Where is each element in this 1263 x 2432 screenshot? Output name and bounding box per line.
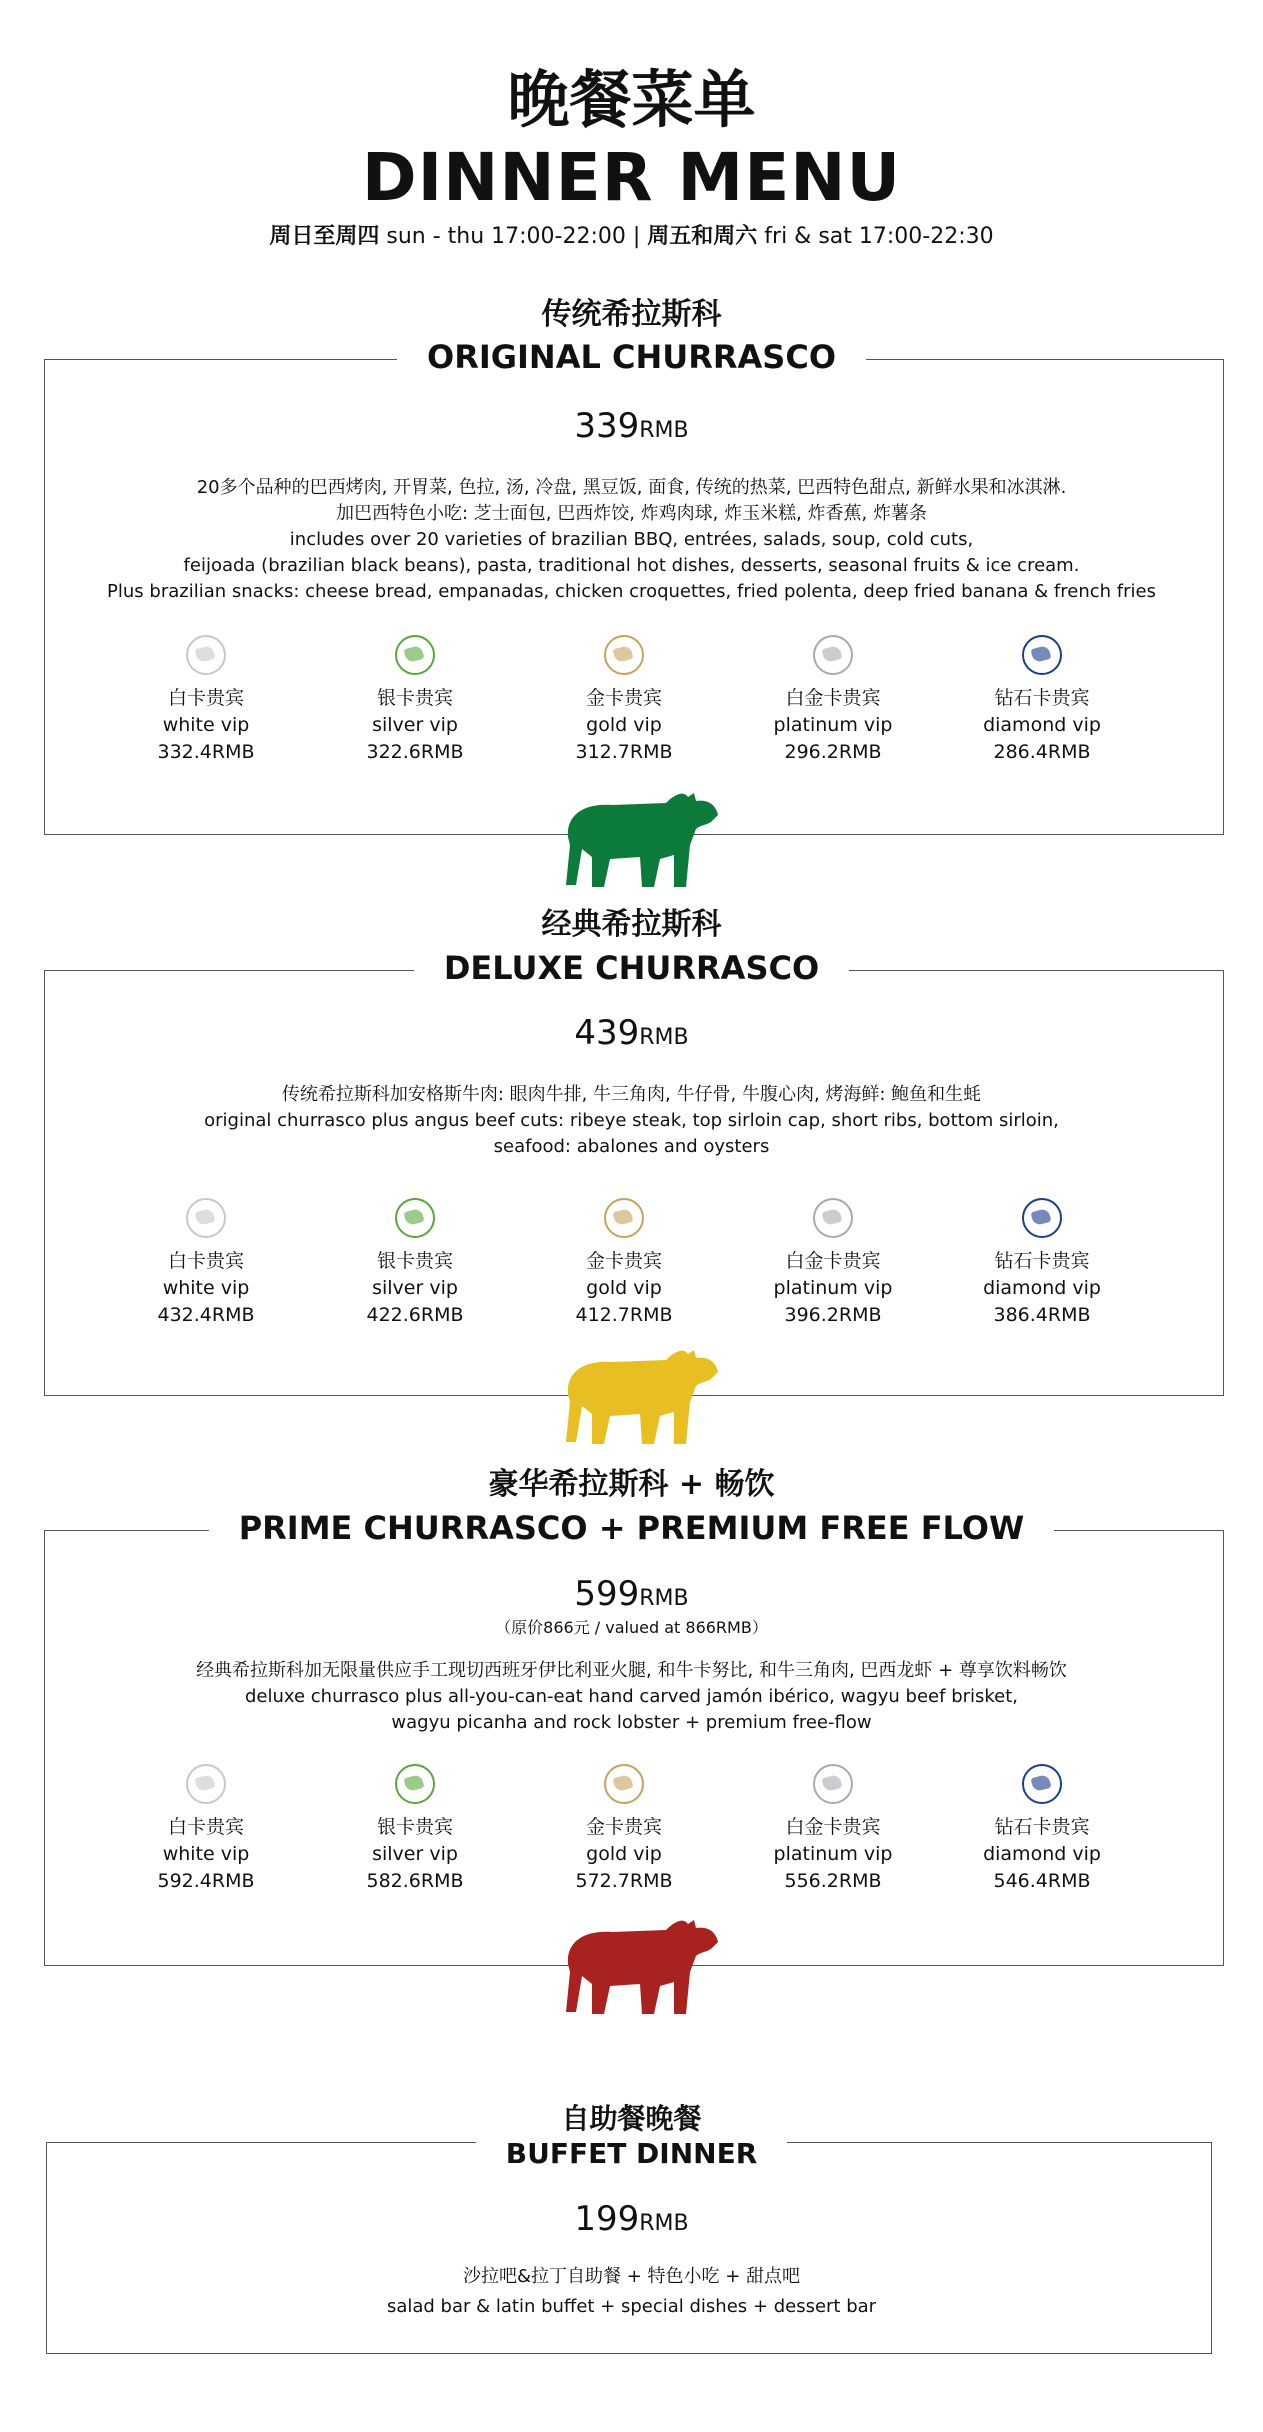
price-value: 599 bbox=[574, 1574, 640, 1614]
section-deluxe-title-en: DELUXE CHURRASCO bbox=[414, 948, 849, 988]
section-prime-title-en: PRIME CHURRASCO + PREMIUM FREE FLOW bbox=[209, 1508, 1055, 1548]
vip-label-en: platinum vip bbox=[773, 1277, 893, 1299]
white-vip-card-icon bbox=[186, 635, 226, 675]
desc-line: 沙拉吧&拉丁自助餐 + 特色小吃 + 甜点吧 bbox=[462, 2266, 801, 2287]
vip-price: 432.4RMB bbox=[157, 1304, 255, 1326]
vip-price: 312.7RMB bbox=[575, 741, 673, 763]
gold-vip-card-icon bbox=[604, 1198, 644, 1238]
vip-platinum bbox=[723, 1198, 943, 1329]
section-original-price bbox=[0, 405, 1263, 452]
diamond-vip-card-icon bbox=[1022, 1764, 1062, 1804]
section-buffet-title-cn: 自助餐晚餐 bbox=[561, 2102, 702, 2135]
section-prime-description bbox=[0, 1658, 1263, 1736]
section-buffet-title-en: BUFFET DINNER bbox=[476, 2137, 788, 2171]
price-currency: RMB bbox=[639, 1025, 689, 1050]
diamond-vip-card-icon bbox=[1022, 1198, 1062, 1238]
vip-label-cn: 白金卡贵宾 bbox=[785, 1250, 881, 1272]
desc-line: deluxe churrasco plus all-you-can-eat hand carved jamón ibérico, wagyu beef brisket, bbox=[244, 1686, 1019, 1707]
desc-line: 传统希拉斯科加安格斯牛肉: 眼肉牛排, 牛三角肉, 牛仔骨, 牛腹心肉, 烤海鲜: 鲍鱼和生蚝 bbox=[281, 1084, 982, 1105]
section-prime-price bbox=[0, 1573, 1263, 1620]
gold-vip-card-icon bbox=[604, 635, 644, 675]
vip-label-cn: 白金卡贵宾 bbox=[785, 687, 881, 709]
desc-line: original churrasco plus angus beef cuts: ribeye steak, top sirloin cap, short ribs, bottom sirloin, bbox=[204, 1110, 1059, 1131]
white-vip-card-icon bbox=[186, 1764, 226, 1804]
price-currency: RMB bbox=[639, 418, 689, 443]
section-buffet-price bbox=[0, 2198, 1263, 2245]
vip-label-en: white vip bbox=[162, 714, 250, 736]
vip-silver bbox=[305, 1764, 525, 1895]
price-value: 439 bbox=[574, 1013, 640, 1053]
vip-price: 296.2RMB bbox=[784, 741, 882, 763]
desc-line: 经典希拉斯科加无限量供应手工现切西班牙伊比利亚火腿, 和牛卡努比, 和牛三角肉, 巴西龙虾 + 尊享饮料畅饮 bbox=[196, 1660, 1067, 1681]
vip-diamond bbox=[932, 1198, 1152, 1329]
vip-white bbox=[96, 1198, 316, 1329]
vip-price: 322.6RMB bbox=[366, 741, 464, 763]
vip-label-en: diamond vip bbox=[983, 1277, 1101, 1299]
vip-label-en: gold vip bbox=[586, 1843, 662, 1865]
vip-label-en: platinum vip bbox=[773, 714, 893, 736]
desc-line: feijoada (brazilian black beans), pasta, traditional hot dishes, desserts, seasonal fruits & ice cream. bbox=[183, 555, 1080, 576]
desc-line: salad bar & latin buffet + special dishes + dessert bar bbox=[386, 2296, 877, 2317]
section-deluxe-description bbox=[0, 1082, 1263, 1160]
vip-price: 286.4RMB bbox=[993, 741, 1091, 763]
desc-line: Plus brazilian snacks: cheese bread, empanadas, chicken croquettes, fried polenta, deep fried banana & french fries bbox=[107, 581, 1156, 602]
vip-label-en: silver vip bbox=[372, 714, 458, 736]
vip-price: 572.7RMB bbox=[575, 1870, 673, 1892]
hours-en-1: sun - thu 17:00-22:00 | bbox=[379, 224, 648, 249]
title-chinese: 晚餐菜单 bbox=[507, 63, 756, 136]
vip-label-en: platinum vip bbox=[773, 1843, 893, 1865]
vip-label-en: gold vip bbox=[586, 1277, 662, 1299]
red-bull-icon bbox=[562, 1912, 722, 2017]
vip-price: 546.4RMB bbox=[993, 1870, 1091, 1892]
diamond-vip-card-icon bbox=[1022, 635, 1062, 675]
section-buffet-description bbox=[0, 2262, 1263, 2322]
desc-line: wagyu picanha and rock lobster + premium free-flow bbox=[391, 1712, 872, 1733]
section-deluxe-price bbox=[0, 1012, 1263, 1059]
vip-label-cn: 金卡贵宾 bbox=[585, 1250, 662, 1272]
vip-white bbox=[96, 1764, 316, 1895]
vip-price: 412.7RMB bbox=[575, 1304, 673, 1326]
vip-label-cn: 白金卡贵宾 bbox=[785, 1816, 881, 1838]
vip-price: 386.4RMB bbox=[993, 1304, 1091, 1326]
vip-label-cn: 钻石卡贵宾 bbox=[994, 1816, 1090, 1838]
vip-label-cn: 钻石卡贵宾 bbox=[994, 687, 1090, 709]
silver-vip-card-icon bbox=[395, 1198, 435, 1238]
vip-price: 592.4RMB bbox=[157, 1870, 255, 1892]
vip-diamond bbox=[932, 635, 1152, 766]
silver-vip-card-icon bbox=[395, 635, 435, 675]
platinum-vip-card-icon bbox=[813, 1764, 853, 1804]
section-original-title-wrap bbox=[0, 337, 1263, 377]
vip-price: 332.4RMB bbox=[157, 741, 255, 763]
yellow-bull-icon bbox=[562, 1342, 722, 1447]
section-original-title-en: ORIGINAL CHURRASCO bbox=[397, 337, 866, 377]
price-currency: RMB bbox=[639, 2211, 689, 2236]
vip-price: 396.2RMB bbox=[784, 1304, 882, 1326]
platinum-vip-card-icon bbox=[813, 1198, 853, 1238]
section-buffet-box bbox=[46, 2142, 1212, 2354]
section-original-title-cn: 传统希拉斯科 bbox=[541, 297, 722, 332]
section-prime-valued-note: （原价866元 / valued at 866RMB） bbox=[495, 1618, 768, 1637]
vip-price: 582.6RMB bbox=[366, 1870, 464, 1892]
vip-label-en: white vip bbox=[162, 1277, 250, 1299]
white-vip-card-icon bbox=[186, 1198, 226, 1238]
section-buffet-title-wrap bbox=[0, 2137, 1263, 2171]
vip-label-en: silver vip bbox=[372, 1843, 458, 1865]
vip-label-en: gold vip bbox=[586, 714, 662, 736]
vip-label-cn: 银卡贵宾 bbox=[376, 1816, 453, 1838]
vip-silver bbox=[305, 1198, 525, 1329]
vip-gold bbox=[514, 1198, 734, 1329]
desc-line: 20多个品种的巴西烤肉, 开胃菜, 色拉, 汤, 冷盘, 黑豆饭, 面食, 传统的热菜, 巴西特色甜点, 新鲜水果和冰淇淋. bbox=[196, 477, 1067, 498]
vip-platinum bbox=[723, 1764, 943, 1895]
desc-line: seafood: abalones and oysters bbox=[493, 1136, 770, 1157]
vip-label-cn: 银卡贵宾 bbox=[376, 1250, 453, 1272]
price-currency: RMB bbox=[639, 1586, 689, 1611]
vip-price: 556.2RMB bbox=[784, 1870, 882, 1892]
section-prime-title-cn: 豪华希拉斯科 + 畅饮 bbox=[488, 1467, 775, 1502]
vip-label-en: diamond vip bbox=[983, 1843, 1101, 1865]
vip-label-cn: 银卡贵宾 bbox=[376, 687, 453, 709]
vip-gold bbox=[514, 635, 734, 766]
gold-vip-card-icon bbox=[604, 1764, 644, 1804]
section-prime-title-wrap bbox=[0, 1508, 1263, 1548]
desc-line: includes over 20 varieties of brazilian BBQ, entrées, salads, soup, cold cuts, bbox=[289, 529, 974, 550]
hours-days-cn-2: 周五和周六 bbox=[647, 224, 758, 249]
desc-line: 加巴西特色小吃: 芝士面包, 巴西炸饺, 炸鸡肉球, 炸玉米糕, 炸香蕉, 炸薯条 bbox=[336, 503, 927, 524]
vip-diamond bbox=[932, 1764, 1152, 1895]
vip-label-cn: 白卡贵宾 bbox=[167, 687, 244, 709]
price-value: 339 bbox=[574, 406, 640, 446]
section-deluxe-title-wrap bbox=[0, 948, 1263, 988]
vip-gold bbox=[514, 1764, 734, 1895]
vip-label-cn: 白卡贵宾 bbox=[167, 1816, 244, 1838]
price-value: 199 bbox=[574, 2199, 640, 2239]
silver-vip-card-icon bbox=[395, 1764, 435, 1804]
opening-hours bbox=[0, 222, 1263, 252]
section-original-description bbox=[0, 475, 1263, 605]
vip-label-en: diamond vip bbox=[983, 714, 1101, 736]
vip-platinum bbox=[723, 635, 943, 766]
vip-label-cn: 金卡贵宾 bbox=[585, 1816, 662, 1838]
title-english: DINNER MENU bbox=[361, 139, 902, 216]
vip-label-cn: 白卡贵宾 bbox=[167, 1250, 244, 1272]
vip-label-en: white vip bbox=[162, 1843, 250, 1865]
vip-label-cn: 金卡贵宾 bbox=[585, 687, 662, 709]
vip-label-cn: 钻石卡贵宾 bbox=[994, 1250, 1090, 1272]
hours-days-cn-1: 周日至周四 bbox=[269, 224, 380, 249]
section-deluxe-title-cn: 经典希拉斯科 bbox=[541, 907, 722, 942]
vip-price: 422.6RMB bbox=[366, 1304, 464, 1326]
platinum-vip-card-icon bbox=[813, 635, 853, 675]
green-bull-icon bbox=[562, 785, 722, 890]
vip-white bbox=[96, 635, 316, 766]
vip-silver bbox=[305, 635, 525, 766]
vip-label-en: silver vip bbox=[372, 1277, 458, 1299]
hours-en-2: fri & sat 17:00-22:30 bbox=[757, 224, 994, 249]
